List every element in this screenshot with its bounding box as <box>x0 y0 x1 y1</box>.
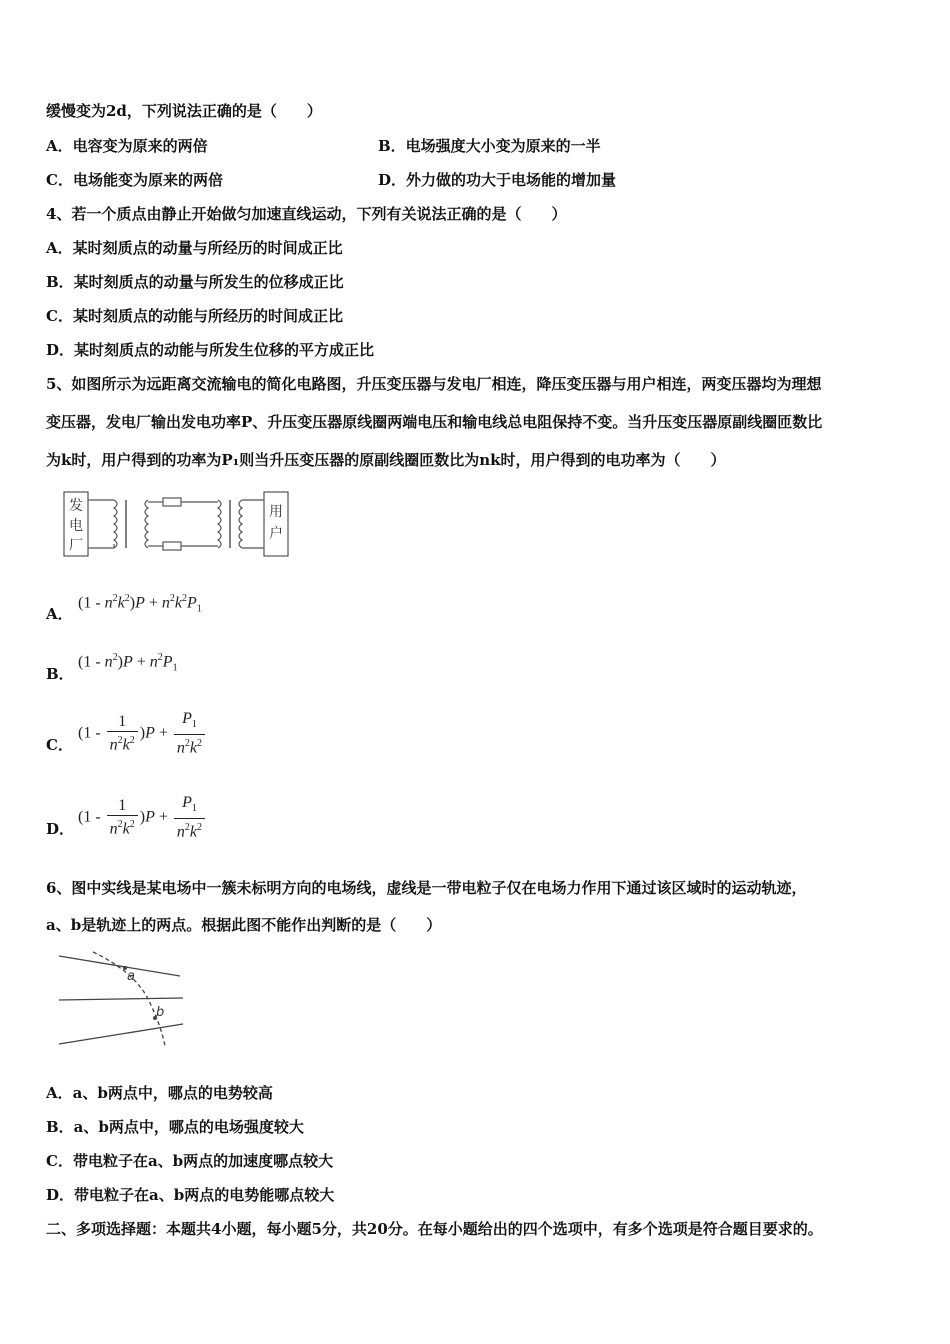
user-char-2: 户 <box>269 526 283 542</box>
q5-option-d-formula[interactable]: (1 - $\frac{1}{n^2k^2}$ )P + $\frac{P_1}{n^2k^2}$ <box>78 794 207 842</box>
q6-option-d[interactable]: D．带电粒子在a、b两点的电势能哪点较大 <box>46 1186 335 1204</box>
q6-stem-line2: a、b是轨迹上的两点。根据此图不能作出判断的是（ ） <box>46 916 442 934</box>
q5-stem-line3: 为k时，用户得到的功率为P₁则当升压变压器的原副线圈匝数比为nk时，用户得到的电功率为（ ） <box>46 451 726 469</box>
q4-option-a[interactable]: A．某时刻质点的动量与所经历的时间成正比 <box>46 239 343 257</box>
plant-char-2: 电 <box>69 518 83 534</box>
field-lines-figure <box>55 948 190 1052</box>
q5-stem-line2: 变压器，发电厂输出发电功率P、升压变压器原线圈两端电压和输电线总电阻保持不变。当升压变压器原副线圈匝数比 <box>46 413 823 431</box>
transmission-circuit-figure <box>60 488 295 566</box>
q3-stem-tail: 缓慢变为2d，下列说法正确的是（ ） <box>46 102 322 120</box>
q5-option-d-label[interactable]: D． <box>46 820 75 838</box>
q4-stem: 4、若一个质点由静止开始做匀加速直线运动，下列有关说法正确的是（ ） <box>46 205 567 223</box>
q5-option-c-formula[interactable]: (1 - $\frac{1}{n^2k^2}$ )P + $\frac{P_1}{n^2k^2}$ <box>78 710 207 758</box>
point-b-label: b <box>156 1005 165 1020</box>
q3-option-c[interactable]: C．电场能变为原来的两倍 <box>46 171 223 189</box>
point-a-label: a <box>127 969 135 984</box>
q4-option-b[interactable]: B．某时刻质点的动量与所发生的位移成正比 <box>46 273 344 291</box>
q4-option-d[interactable]: D．某时刻质点的动能与所发生位移的平方成正比 <box>46 341 375 359</box>
q3-option-a[interactable]: A．电容变为原来的两倍 <box>46 137 208 155</box>
q3-option-b[interactable]: B．电场强度大小变为原来的一半 <box>378 137 601 155</box>
plant-char-1: 发 <box>69 498 83 514</box>
q5-option-b-label[interactable]: B． <box>46 665 74 683</box>
user-char-1: 用 <box>269 504 283 520</box>
q5-stem-line1: 5、如图所示为远距离交流输电的简化电路图，升压变压器与发电厂相连，降压变压器与用户相连，两变压器均为理想 <box>46 375 822 393</box>
q5-option-c-label[interactable]: C． <box>46 736 73 754</box>
q6-option-a[interactable]: A．a、b两点中，哪点的电势较高 <box>46 1084 273 1102</box>
q4-option-c[interactable]: C．某时刻质点的动能与所经历的时间成正比 <box>46 307 343 325</box>
q6-option-b[interactable]: B．a、b两点中，哪点的电场强度较大 <box>46 1118 304 1136</box>
q3-option-d[interactable]: D．外力做的功大于电场能的增加量 <box>378 171 617 189</box>
q5-option-a-label[interactable]: A． <box>46 605 73 623</box>
q6-option-c[interactable]: C．带电粒子在a、b两点的加速度哪点较大 <box>46 1152 334 1170</box>
q6-stem-line1: 6、图中实线是某电场中一簇未标明方向的电场线，虚线是一带电粒子仅在电场力作用下通过该区域时的运动轨迹， <box>46 879 807 897</box>
plant-char-3: 厂 <box>69 538 83 554</box>
section2-heading: 二、多项选择题：本题共4小题，每小题5分，共20分。在每小题给出的四个选项中，有多个选项是符合题目要求的。 <box>46 1220 823 1238</box>
q5-option-a-formula[interactable]: $(1 - n^2k^2)P + n^2k^2P_1$ <box>78 593 202 615</box>
q5-option-b-formula[interactable]: $(1 - n^2)P + n^2P_1$ <box>78 652 178 674</box>
